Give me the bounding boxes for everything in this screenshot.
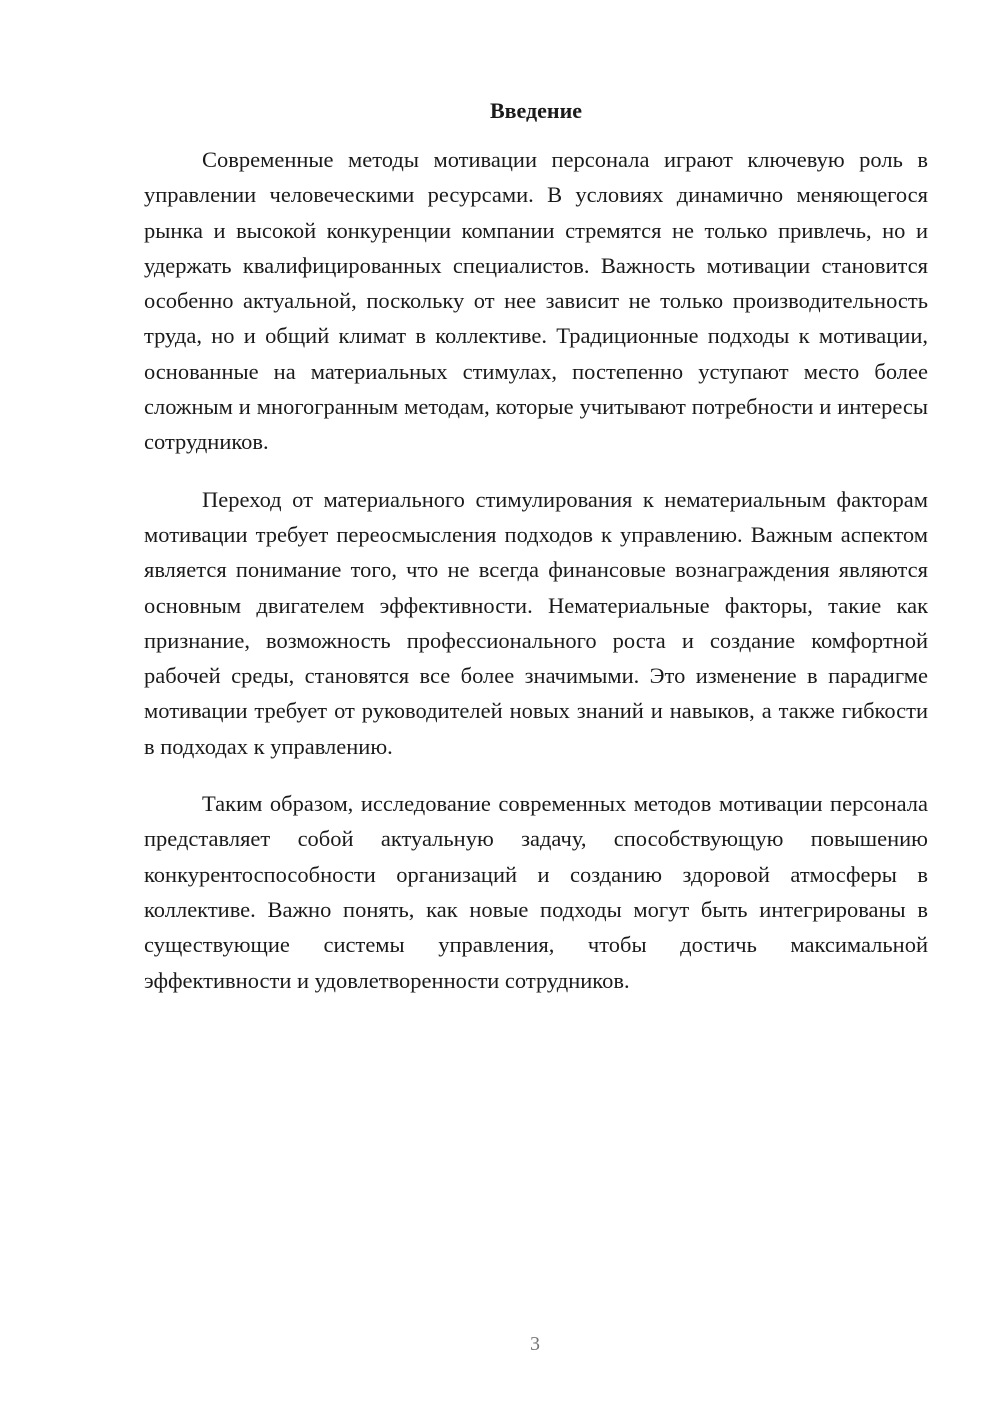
page-title: Введение: [489, 98, 583, 123]
paragraph-1: Современные методы мотивации персонала играют ключевую роль в управлении человеческими ресурсами. В условиях динамично меняющегося рынка и высокой конкуренции компании стремятся не только привлечь, но и удержать квалифицированных специалистов. Важность мотивации становится особенно актуальной, поскольку от нее зависит не только производительность труда, но и общий климат в коллективе. Традиционные подходы к мотивации, основанные на материальных стимулах, постепенно уступают место более сложным и многогранным методам, которые учитывают потребности и интересы сотрудников.: [144, 147, 928, 455]
body-text: [144, 142, 928, 1020]
paragraph-3: Таким образом, исследование современных методов мотивации персонала представляет собой актуальную задачу, способствующую повышению конкурентоспособности организаций и созданию здоровой атмосферы в коллективе. Важно понять, как новые подходы могут быть интегрированы в существующие системы управления, чтобы достичь максимальной эффективности и удовлетворенности сотрудников.: [144, 791, 928, 993]
page-number: 3: [530, 1333, 540, 1355]
paragraph-2: Переход от материального стимулирования к нематериальным факторам мотивации требует переосмысления подходов к управлению. Важным аспектом является понимание того, что не всегда финансовые вознаграждения являются основным двигателем эффективности. Нематериальные факторы, такие как признание, возможность профессионального роста и создание комфортной рабочей среды, становятся все более значимыми. Это изменение в парадигме мотивации требует от руководителей новых знаний и навыков, а также гибкости в подходах к управлению.: [144, 486, 928, 759]
